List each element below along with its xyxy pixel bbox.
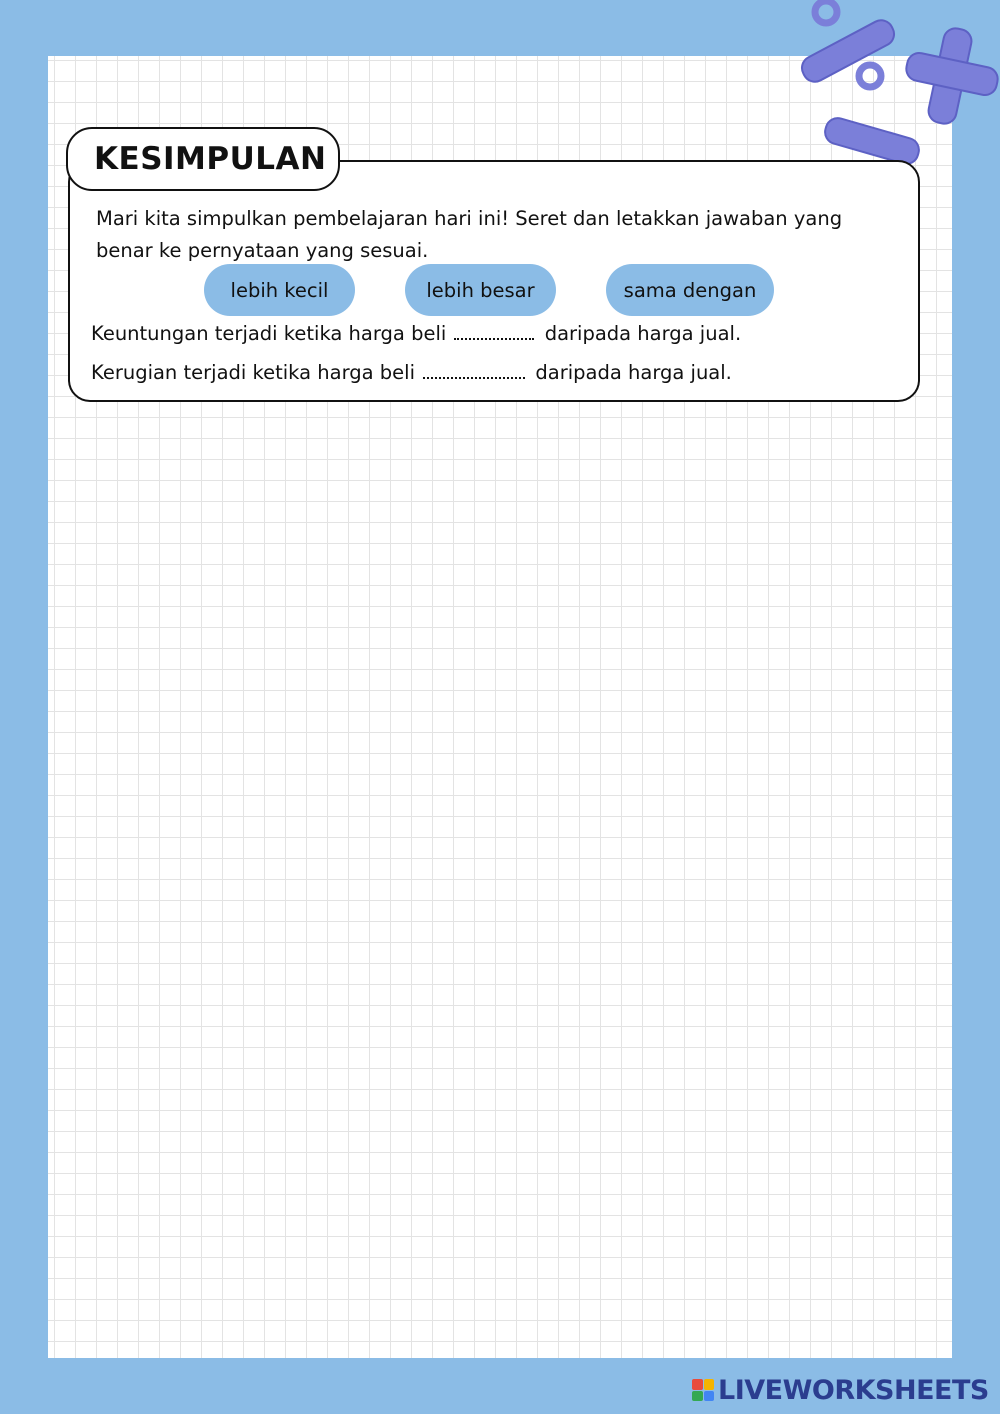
statement-loss <box>91 361 732 384</box>
title-tab <box>66 127 340 191</box>
percent-icon <box>798 1 899 87</box>
instruction-text: Mari kita simpulkan pembelajaran hari ini! Seret dan letakkan jawaban yang benar ke pernyataan yang sesuai. <box>96 207 843 262</box>
answer-chip-sama-dengan[interactable]: sama dengan <box>606 264 774 316</box>
statement-loss-before: Kerugian terjadi ketika harga beli <box>91 361 415 384</box>
page-title: KESIMPULAN <box>94 141 327 177</box>
answer-chip-lebih-besar[interactable]: lebih besar <box>405 264 556 316</box>
statement-profit-after: daripada harga jual. <box>544 322 742 345</box>
drop-zone-profit[interactable] <box>454 324 534 340</box>
minus-icon <box>822 115 921 166</box>
math-symbols-decoration <box>790 0 1000 185</box>
plus-icon <box>904 26 1000 126</box>
liveworksheets-logo-icon <box>692 1379 714 1401</box>
statement-profit-before: Keuntungan terjadi ketika harga beli <box>91 322 447 345</box>
liveworksheets-brand <box>692 1372 989 1408</box>
statement-profit <box>91 322 741 345</box>
brand-wordmark: LIVEWORKSHEETS <box>718 1374 989 1406</box>
drop-zone-loss[interactable] <box>423 363 525 379</box>
statement-loss-after: daripada harga jual. <box>535 361 732 384</box>
answer-chip-lebih-kecil[interactable]: lebih kecil <box>204 264 355 316</box>
